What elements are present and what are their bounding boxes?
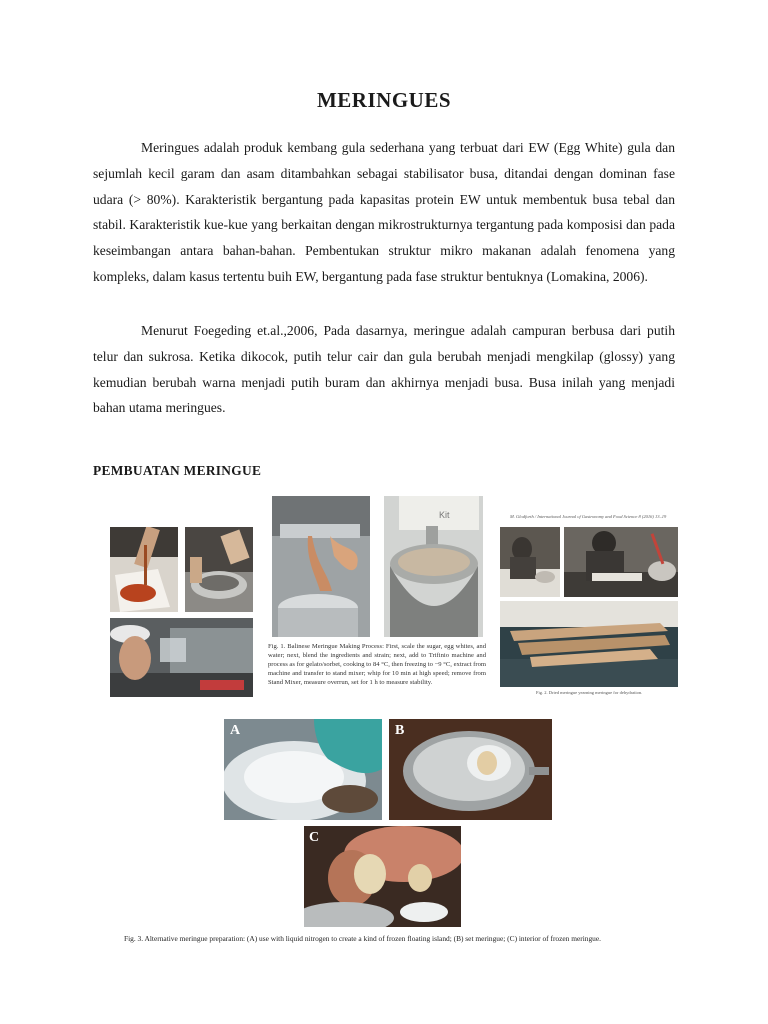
photo-dried-meringue (500, 601, 678, 687)
fig3-caption: Fig. 3. Alternative meringue preparation: (A) use with liquid nitrogen to create a kind of frozen floating island; (B) set meringue; (C) interior of frozen meringue. (124, 934, 601, 943)
photo-set-meringue (389, 719, 552, 820)
paragraph-2: Menurut Foegeding et.al.,2006, Pada dasarnya, meringue adalah campuran berbusa dari putih telur dan sukrosa. Ketika dikocok, putih telur cair dan gula berubah menjadi mengkilap (glossy) yang kemudian berubah warna menjadi putih buram dan akhirnya menjadi busa. Busa inilah yang menjadi bahan utama meringues. (93, 323, 675, 416)
fig3-label-b: B (395, 723, 405, 738)
fig1-caption: Fig. 1. Balinese Meringue Making Process: First, scale the sugar, egg whites, and water; next, blend the ingredients and strain; next, add to Trifinio machine and process as for gelato/sorbet, cooking to 84 °C, then freezing to −9 °C, extract from machine and transfer to stand mixer; whip for 10 min at high speed; remove from Stand Mixer, measure overrun, set for 1 h to measure stability. (268, 643, 486, 686)
photo-liquid-nitrogen (224, 719, 382, 820)
photo-frozen-interior (304, 826, 461, 927)
paragraph-1: Meringues adalah produk kembang gula sederhana yang terbuat dari EW (Egg White) gula dan sejumlah kecil garam dan asam ditambahkan sebagai stabilisator busa, ditandai dengan dominan fase udara (> 80%). Karakteristik bergantung pada kapasitas protein EW untuk membentuk busa tebal dan stabil. Karakteristik kue-kue yang berkaitan dengan mikrostrukturnya tergantung pada komposisi dan pada keseimbangan antara bahan-bahan. Pembentukan struktur mikro makanan adalah fenomena yang kompleks, dalam kasus tertentu buih EW, bergantung pada fase struktur bentuknya (Lomakina, 2006). (93, 140, 675, 284)
photo-straining (185, 527, 253, 612)
journal-header: M. Glodforth / International Journal of Gastronomy and Food Science 8 (2016) 13–19 (510, 514, 667, 519)
photo-stand-mixer (384, 496, 483, 637)
fig3-label-c: C (309, 830, 320, 845)
fig3-label-a: A (230, 723, 241, 738)
fig2-caption: Fig. 2. Dried meringue yearning meringue for dehydration. (536, 690, 643, 695)
svg-text:Kit: Kit (439, 510, 450, 520)
photo-pouring-syrup (110, 527, 178, 612)
photo-cooks-tray (564, 527, 678, 597)
photo-machine-pour (110, 618, 253, 697)
section-heading: PEMBUATAN MERINGUE (93, 463, 262, 478)
page-title: MERINGUES (316, 88, 452, 112)
photo-cooks-preparing (500, 527, 560, 597)
photo-mixer-bowl (272, 496, 370, 637)
